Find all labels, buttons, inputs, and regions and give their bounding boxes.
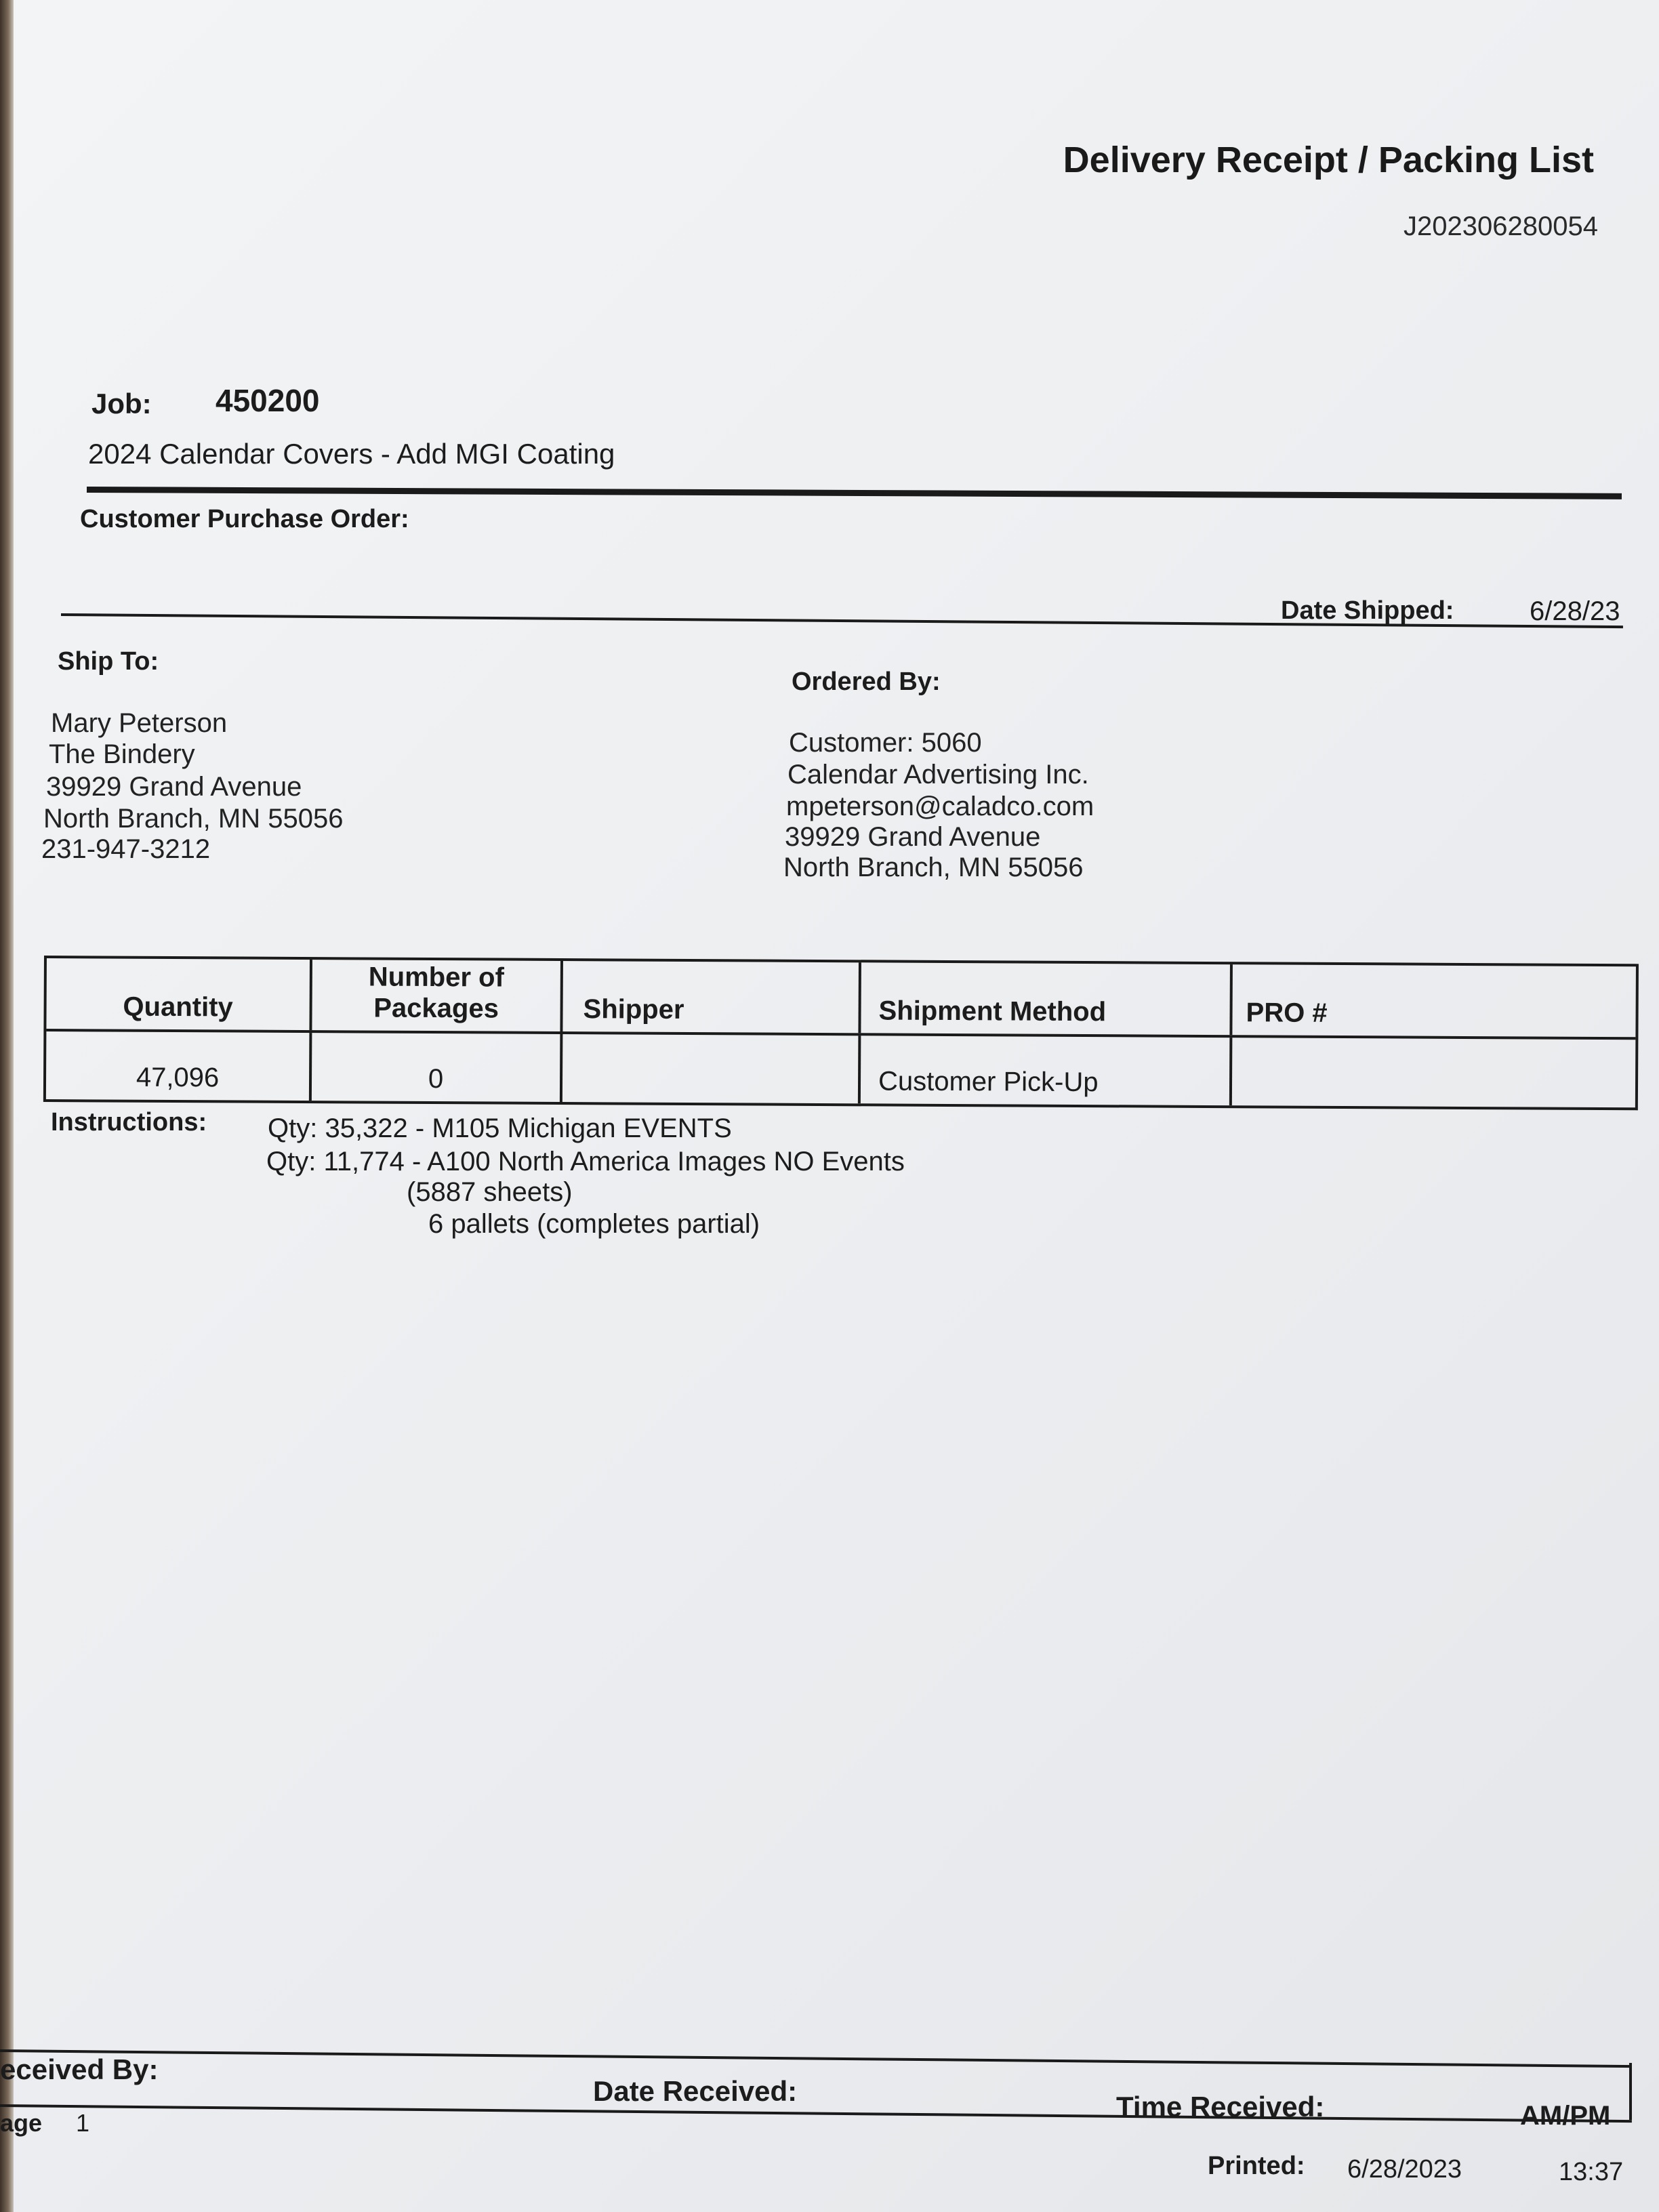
document-title: Delivery Receipt / Packing List <box>1063 140 1594 180</box>
instruction-line: (5887 sheets) <box>407 1177 573 1207</box>
page-label: age <box>0 2109 43 2137</box>
job-label: Job: <box>91 388 152 419</box>
ordered-by-line: Customer: 5060 <box>789 728 982 758</box>
cell-quantity: 47,096 <box>46 1031 312 1101</box>
divider-thick <box>87 487 1622 499</box>
ordered-by-line: mpeterson@caladco.com <box>786 792 1094 821</box>
job-number: 450200 <box>216 383 320 418</box>
ship-to-line: North Branch, MN 55056 <box>43 804 344 834</box>
instructions-label: Instructions: <box>51 1108 207 1136</box>
column-header-shipper: Shipper <box>562 961 861 1033</box>
cell-packages: 0 <box>312 1033 563 1102</box>
ship-to-line: The Bindery <box>49 739 195 769</box>
page-number: 1 <box>76 2109 90 2137</box>
ship-to-line: 231-947-3212 <box>41 834 211 864</box>
ship-to-label: Ship To: <box>58 647 159 676</box>
time-received-label: Time Received: <box>1116 2091 1325 2123</box>
received-by-label: eceived By: <box>0 2053 159 2085</box>
printed-label: Printed: <box>1208 2152 1305 2180</box>
column-header-quantity: Quantity <box>46 958 312 1030</box>
date-shipped-value: 6/28/23 <box>1530 596 1620 626</box>
ship-to-line: 39929 Grand Avenue <box>46 772 302 802</box>
footer-rule-right <box>1629 2063 1632 2120</box>
background-edge <box>0 0 14 2212</box>
table-header-row <box>46 958 1636 1040</box>
cell-method: Customer Pick-Up <box>861 1036 1233 1105</box>
printed-date: 6/28/2023 <box>1347 2155 1462 2184</box>
ordered-by-line: 39929 Grand Avenue <box>785 822 1041 852</box>
ordered-by-label: Ordered By: <box>792 668 941 696</box>
shipment-table <box>43 956 1639 1110</box>
job-description: 2024 Calendar Covers - Add MGI Coating <box>88 438 615 470</box>
printed-time: 13:37 <box>1559 2158 1624 2186</box>
date-received-label: Date Received: <box>593 2075 798 2107</box>
ordered-by-line: North Branch, MN 55056 <box>783 853 1084 882</box>
column-header-pro: PRO # <box>1246 998 1328 1028</box>
table-row <box>46 1031 1635 1107</box>
purchase-order-label: Customer Purchase Order: <box>80 505 409 533</box>
date-shipped-label: Date Shipped: <box>1281 596 1454 625</box>
column-header-packages: Number of Packages <box>312 960 563 1031</box>
document-number: J202306280054 <box>1404 211 1598 241</box>
ship-to-line: Mary Peterson <box>51 708 228 738</box>
column-header-method: Shipment Method <box>861 962 1233 1035</box>
document-page <box>14 0 1659 2212</box>
am-pm-label: AM/PM <box>1520 2101 1611 2131</box>
cell-pro <box>1232 1038 1636 1107</box>
instruction-line: Qty: 11,774 - A100 North America Images NO Events <box>266 1147 905 1176</box>
cell-shipper <box>562 1034 861 1103</box>
instruction-line: 6 pallets (completes partial) <box>428 1209 760 1239</box>
instruction-line: Qty: 35,322 - M105 Michigan EVENTS <box>268 1113 732 1143</box>
ordered-by-line: Calendar Advertising Inc. <box>787 760 1089 790</box>
